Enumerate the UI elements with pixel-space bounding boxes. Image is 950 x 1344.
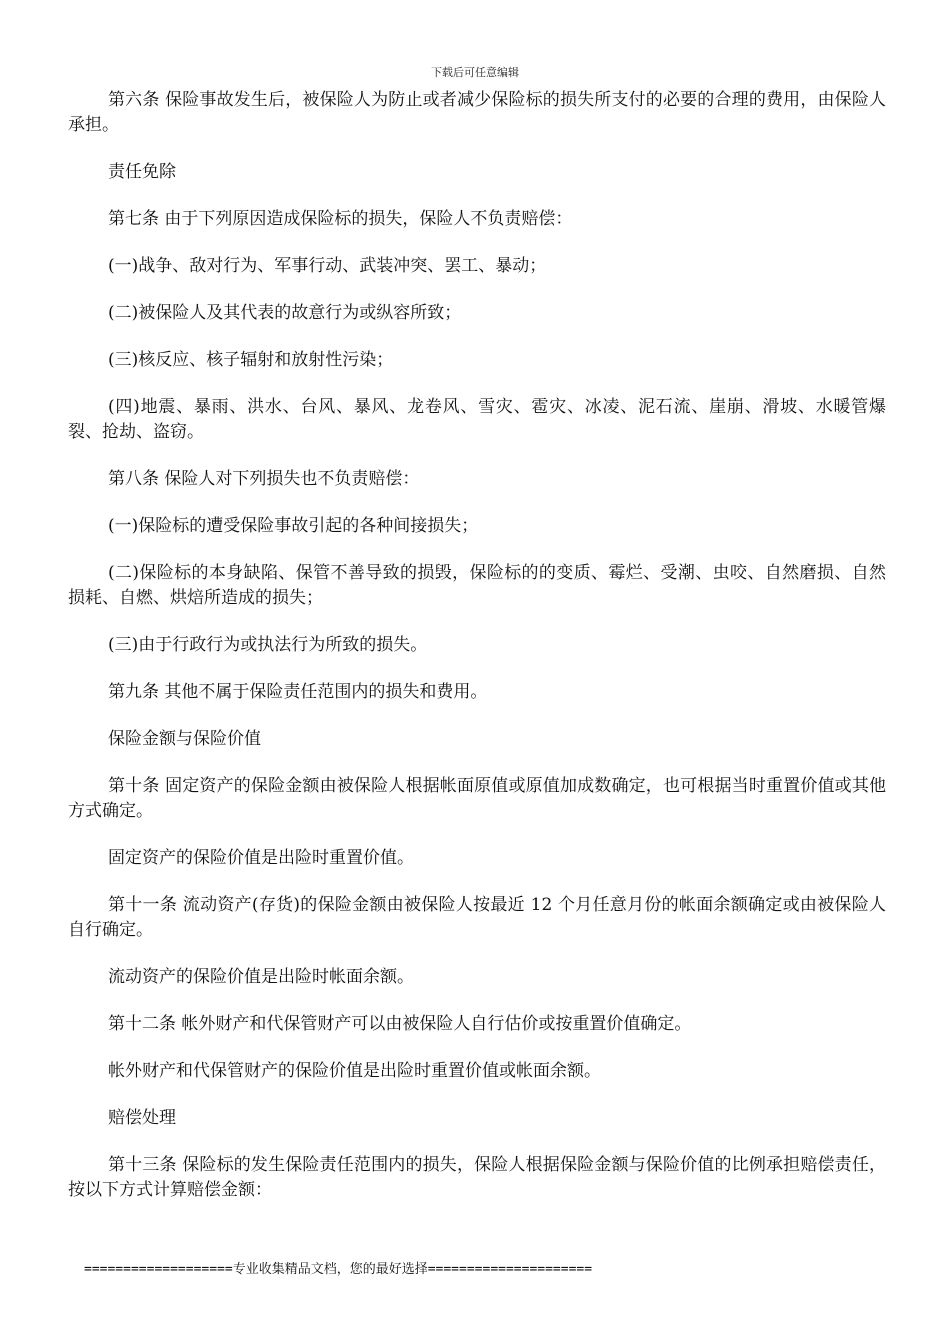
paragraph-article-10: 第十条 固定资产的保险金额由被保险人根据帐面原值或原值加成数确定，也可根据当时重置价值或其他方式确定。 [68,776,886,821]
section-heading-claims: 赔偿处理 [108,1108,176,1128]
paragraph-article-13: 第十三条 保险标的发生保险责任范围内的损失，保险人根据保险金额与保险价值的比例承担赔偿责任，按以下方式计算赔偿金额： [68,1155,886,1200]
paragraph-current-asset-value: 流动资产的保险价值是出险时帐面余额。 [108,967,414,987]
paragraph-article-9: 第九条 其他不属于保险责任范围内的损失和费用。 [108,682,488,702]
header-note: 下载后可任意编辑 [431,66,519,79]
paragraph-article-7: 第七条 由于下列原因造成保险标的损失，保险人不负责赔偿： [108,209,573,229]
paragraph-article-12: 第十二条 帐外财产和代保管财产可以由被保险人自行估价或按重置价值确定。 [108,1014,692,1034]
list-item: (四)地震、暴雨、洪水、台风、暴风、龙卷风、雪灾、雹灾、冰凌、泥石流、崖崩、滑坡、水暖管爆裂、抢劫、盗窃。 [68,397,886,442]
section-heading-exclusions: 责任免除 [108,162,176,182]
paragraph-article-11: 第十一条 流动资产(存货)的保险金额由被保险人按最近 12 个月任意月份的帐面余额确定或由被保险人自行确定。 [68,895,886,940]
paragraph-off-book-value: 帐外财产和代保管财产的保险价值是出险时重置价值或帐面余额。 [108,1061,601,1081]
list-item: (二)被保险人及其代表的故意行为或纵容所致； [108,303,462,323]
document-body [68,88,886,1225]
paragraph-fixed-asset-value: 固定资产的保险价值是出险时重置价值。 [108,848,414,868]
footer-banner: ===================专业收集精品文档，您的最好选择===================== [84,1262,593,1277]
list-item: (二)保险标的本身缺陷、保管不善导致的损毁，保险标的的变质、霉烂、受潮、虫咬、自然磨损、自然损耗、自燃、烘焙所造成的损失； [68,563,886,608]
list-item: (一)战争、敌对行为、军事行动、武装冲突、罢工、暴动； [108,256,547,276]
section-heading-insured-amount: 保险金额与保险价值 [108,729,261,749]
paragraph-article-8: 第八条 保险人对下列损失也不负责赔偿： [108,469,420,489]
list-item: (三)由于行政行为或执法行为所致的损失。 [108,635,428,655]
paragraph-article-6: 第六条 保险事故发生后，被保险人为防止或者减少保险标的损失所支付的必要的合理的费用，由保险人承担。 [68,90,886,135]
list-item: (三)核反应、核子辐射和放射性污染； [108,350,394,370]
list-item: (一)保险标的遭受保险事故引起的各种间接损失； [108,516,479,536]
